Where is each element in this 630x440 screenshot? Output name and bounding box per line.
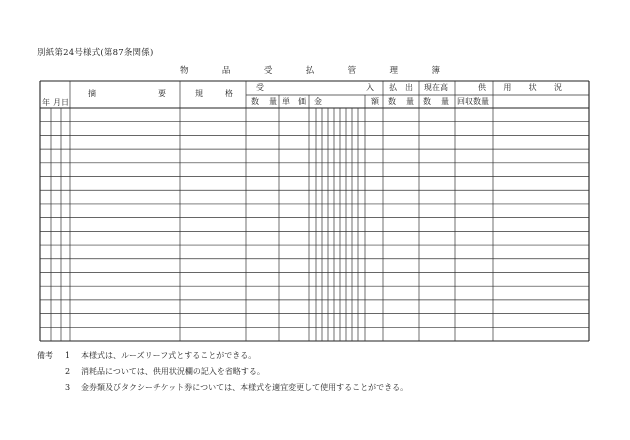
- header-receipt-qty: [251, 97, 277, 107]
- header-amount-kin: 金: [314, 97, 322, 106]
- header-receipt: [256, 83, 374, 93]
- header-usage-char: 状: [528, 83, 537, 92]
- note-text: 消耗品については、供用状況欄の記入を省略する。: [81, 367, 265, 376]
- note-number: 1: [65, 351, 71, 360]
- header-spec-char: 格: [225, 89, 233, 98]
- ledger-title-char: 品: [221, 66, 231, 76]
- header-summary-char: 要: [158, 89, 166, 98]
- header-recovered-qty: 回収数量: [457, 97, 489, 106]
- header-payout-qty: [388, 97, 414, 107]
- notes: [37, 348, 408, 396]
- header-usage-char: 況: [553, 83, 562, 92]
- note-row: [37, 364, 408, 380]
- header-payout: [389, 83, 413, 93]
- header-receipt-qty-char: 数: [251, 97, 259, 106]
- header-spec-char: 規: [195, 89, 203, 98]
- note-row: [37, 348, 408, 364]
- ledger-title-char: 管: [347, 66, 357, 76]
- header-stock: 現在高: [424, 83, 448, 92]
- form-reference: 別紙第24号様式(第87条関係): [37, 48, 154, 58]
- header-stock-qty-char: 量: [441, 97, 449, 106]
- header-usage-char: 供: [478, 83, 486, 92]
- ledger-title-char: 理: [389, 66, 399, 76]
- header-spec: [195, 89, 233, 99]
- ledger-title-char: 物: [180, 66, 189, 76]
- header-receipt-char: 入: [366, 83, 374, 92]
- header-usage-char: 用: [503, 83, 512, 92]
- header-payout-char: 出: [405, 83, 413, 92]
- header-stock-qty: [423, 97, 449, 107]
- header-unit-price-char: 価: [298, 97, 306, 106]
- header-unit-price: [282, 97, 306, 107]
- note-text: 本様式は、ルーズリーフ式とすることができる。: [81, 351, 257, 360]
- ledger-title-char: 簿: [431, 66, 440, 76]
- header-payout-qty-char: 量: [406, 97, 414, 106]
- ledger-title-char: 受: [263, 66, 273, 76]
- header-summary-char: 摘: [88, 89, 96, 98]
- header-amount-gaku: 額: [371, 97, 379, 106]
- note-number: 3: [65, 383, 71, 392]
- note-row: [37, 380, 408, 396]
- header-year: 年: [42, 98, 50, 107]
- header-summary: [88, 89, 166, 99]
- header-payout-char: 払: [389, 83, 397, 92]
- header-usage: [478, 83, 562, 93]
- header-month: 月: [53, 98, 61, 107]
- note-text: 金券類及びタクシーチケット券については、本様式を適宜変更して使用することができる。: [81, 383, 409, 392]
- header-stock-qty-char: 数: [423, 97, 431, 106]
- header-day: 日: [61, 98, 69, 107]
- header-payout-qty-char: 数: [388, 97, 396, 106]
- notes-prefix: 備考: [37, 351, 53, 360]
- header-receipt-qty-char: 量: [269, 97, 277, 106]
- ledger-title-char: 払: [305, 66, 315, 76]
- header-receipt-char: 受: [256, 83, 264, 92]
- header-unit-price-char: 単: [282, 97, 290, 106]
- note-number: 2: [65, 367, 71, 376]
